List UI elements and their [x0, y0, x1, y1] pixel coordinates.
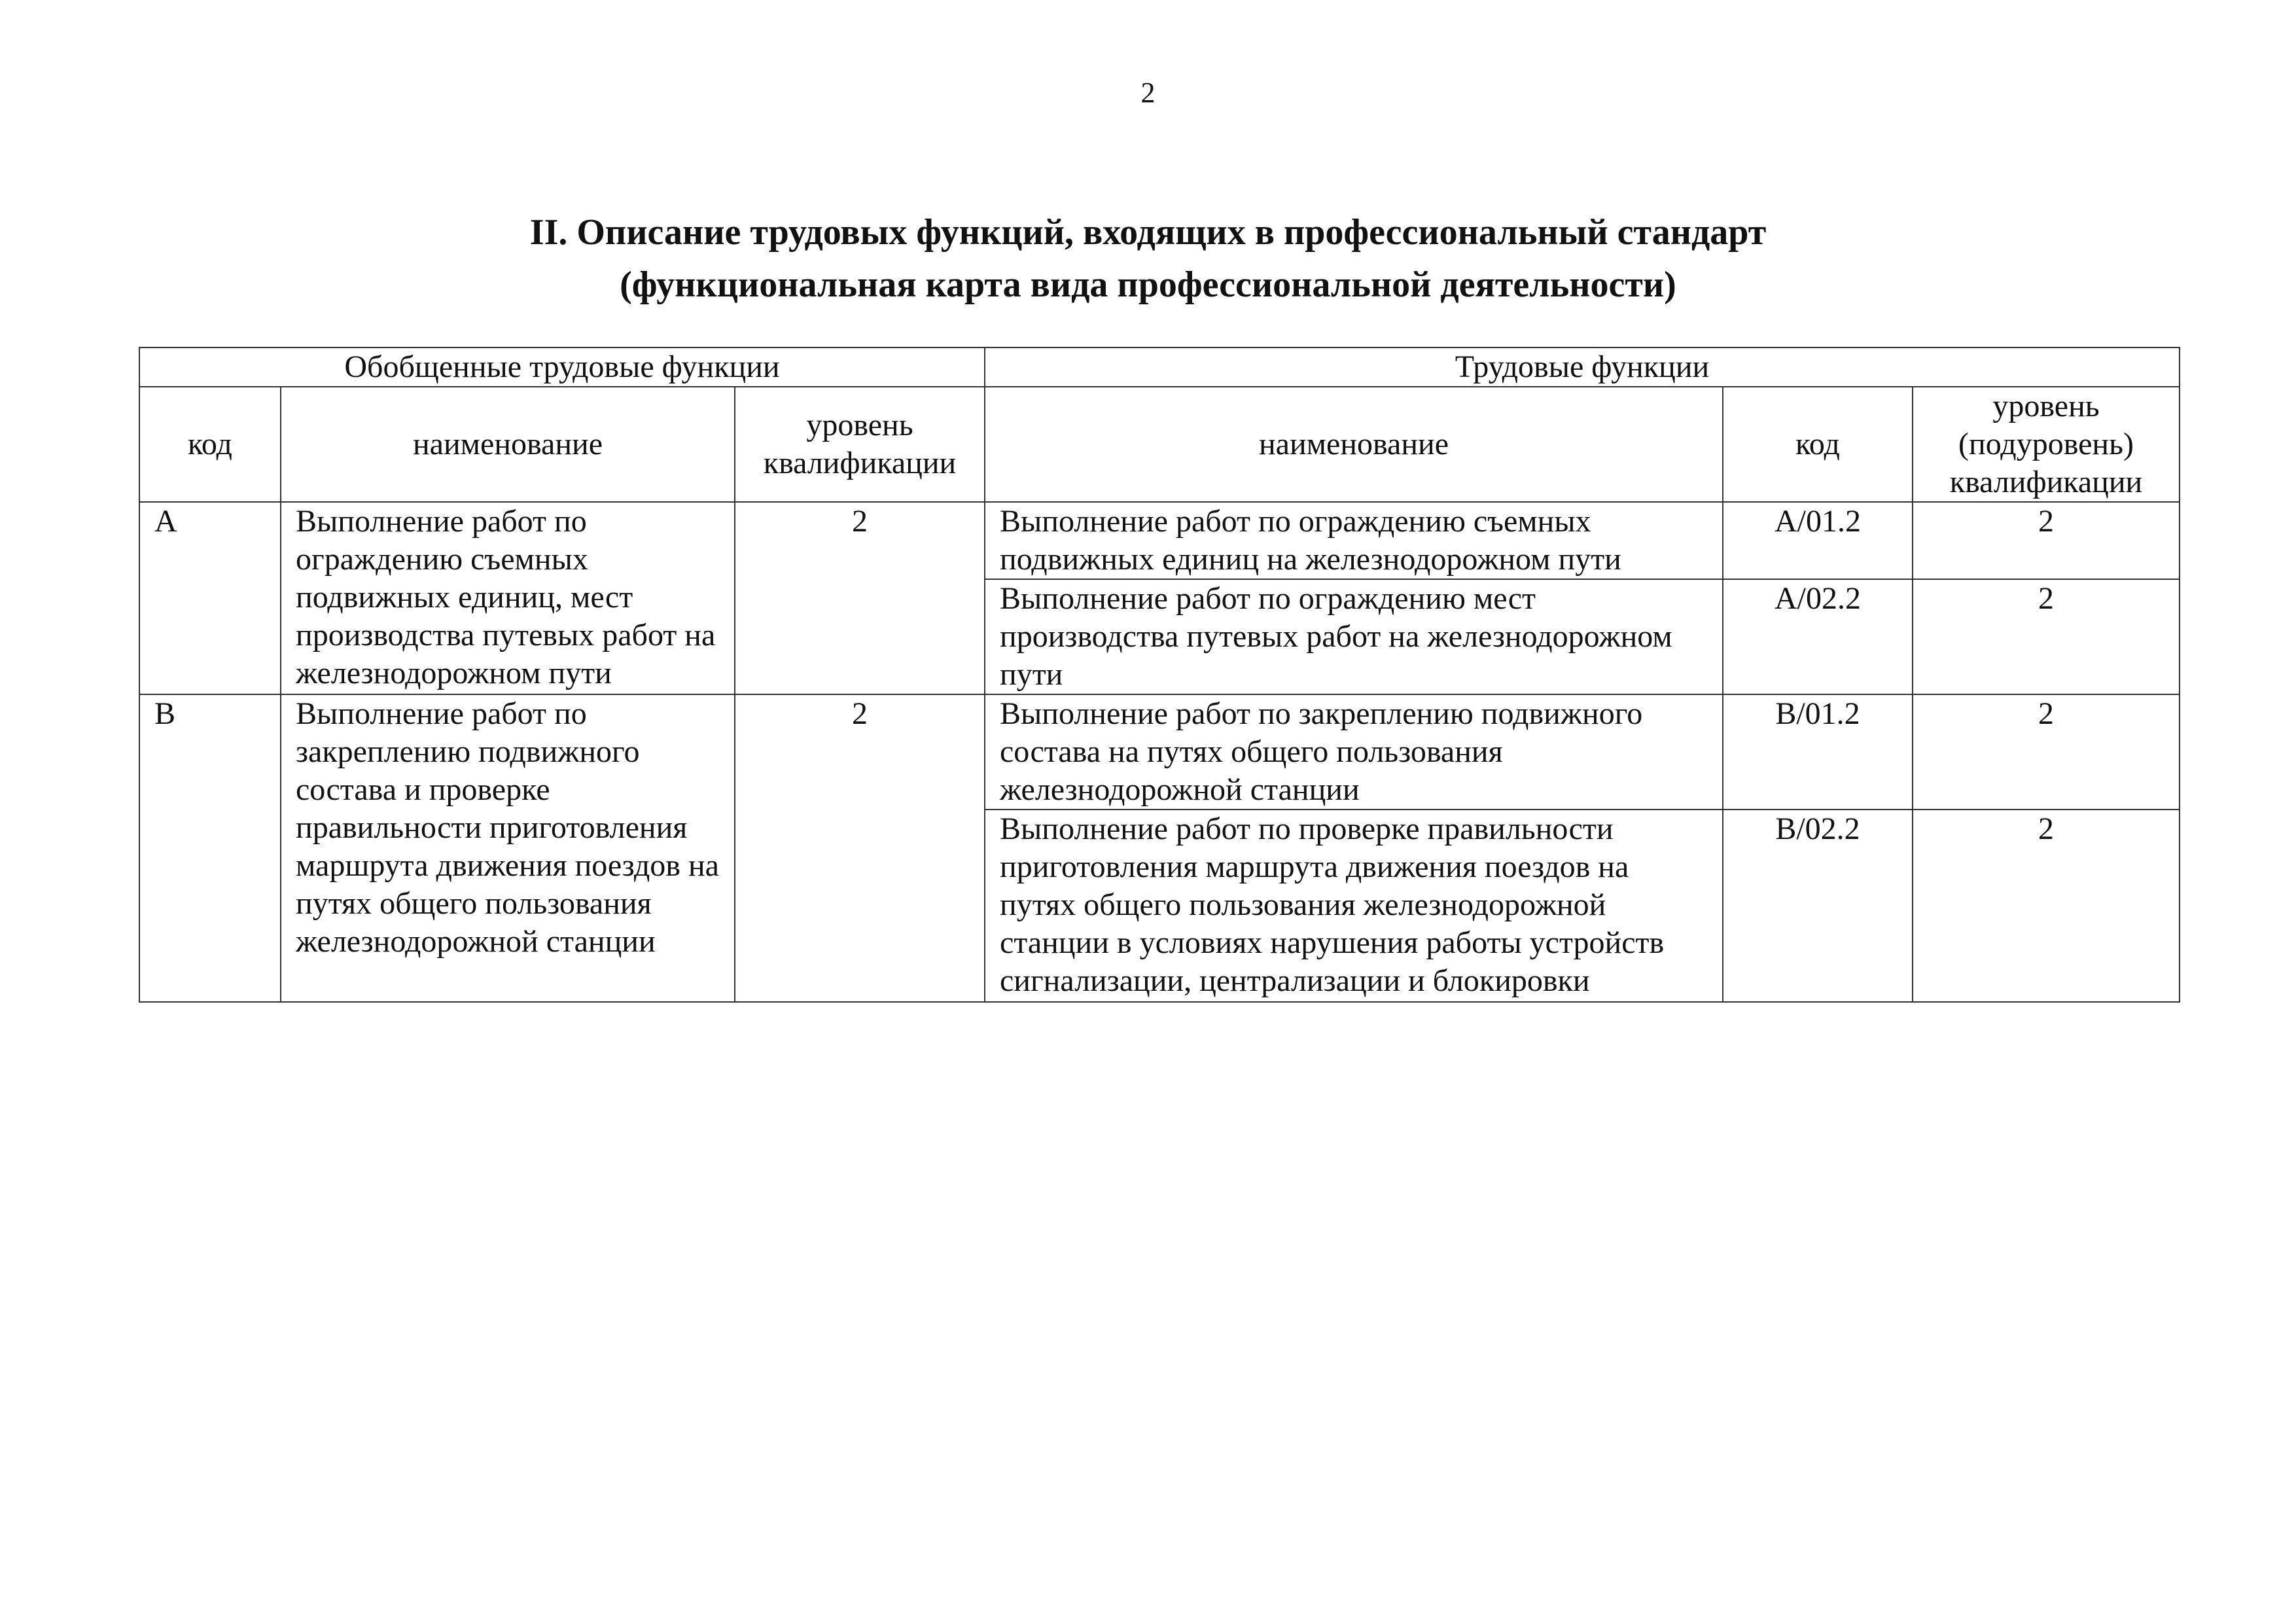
tf-level-a02: 2	[1913, 579, 2180, 694]
page-title	[0, 206, 2296, 311]
title-line-1: II. Описание трудовых функций, входящих в профессиональный стандарт	[529, 212, 1767, 253]
gtf-code-a: А	[139, 502, 281, 694]
tf-name-a02: Выполнение работ по ограждению мест производства путевых работ на железнодорожном пути	[985, 579, 1723, 694]
group-header-row	[139, 348, 2180, 387]
table-row	[139, 694, 2180, 810]
page-number: 2	[1140, 77, 1156, 109]
tf-code-b02: В/02.2	[1723, 810, 1913, 1002]
tf-code-a01: А/01.2	[1723, 502, 1913, 579]
header-tf-code: код	[1723, 387, 1913, 502]
header-name: наименование	[281, 387, 735, 502]
tf-level-b02: 2	[1913, 810, 2180, 1002]
tf-name-b02: Выполнение работ по проверке правильности приготовления маршрута движения поездов на путях общего пользования железнодорожной станции в условиях нарушения работы устройств сигнализации, централизации и блокировки	[985, 810, 1723, 1002]
sub-header-row	[139, 387, 2180, 502]
gtf-name-a: Выполнение работ по ограждению съемных подвижных единиц, мест производства путевых работ на железнодорожном пути	[281, 502, 735, 694]
tf-name-a01: Выполнение работ по ограждению съемных подвижных единиц на железнодорожном пути	[985, 502, 1723, 579]
functional-map-table	[139, 347, 2180, 1003]
header-tf-level: уровень (подуровень) квалификации	[1913, 387, 2180, 502]
tf-name-b01: Выполнение работ по закреплению подвижного состава на путях общего пользования железнодорожной станции	[985, 694, 1723, 810]
header-level: уровень квалификации	[735, 387, 985, 502]
table-row	[139, 502, 2180, 579]
header-labor-functions: Трудовые функции	[985, 348, 2180, 387]
header-tf-name: наименование	[985, 387, 1723, 502]
gtf-name-b: Выполнение работ по закреплению подвижного состава и проверке правильности приготовления маршрута движения поездов на путях общего пользования железнодорожной станции	[281, 694, 735, 1002]
tf-level-a01: 2	[1913, 502, 2180, 579]
gtf-level-b: 2	[735, 694, 985, 1002]
gtf-level-a: 2	[735, 502, 985, 694]
tf-code-a02: А/02.2	[1723, 579, 1913, 694]
header-code: код	[139, 387, 281, 502]
title-line-2: (функциональная карта вида профессиональной деятельности)	[620, 264, 1676, 305]
header-generalized-functions: Обобщенные трудовые функции	[139, 348, 985, 387]
tf-code-b01: В/01.2	[1723, 694, 1913, 810]
tf-level-b01: 2	[1913, 694, 2180, 810]
gtf-code-b: В	[139, 694, 281, 1002]
